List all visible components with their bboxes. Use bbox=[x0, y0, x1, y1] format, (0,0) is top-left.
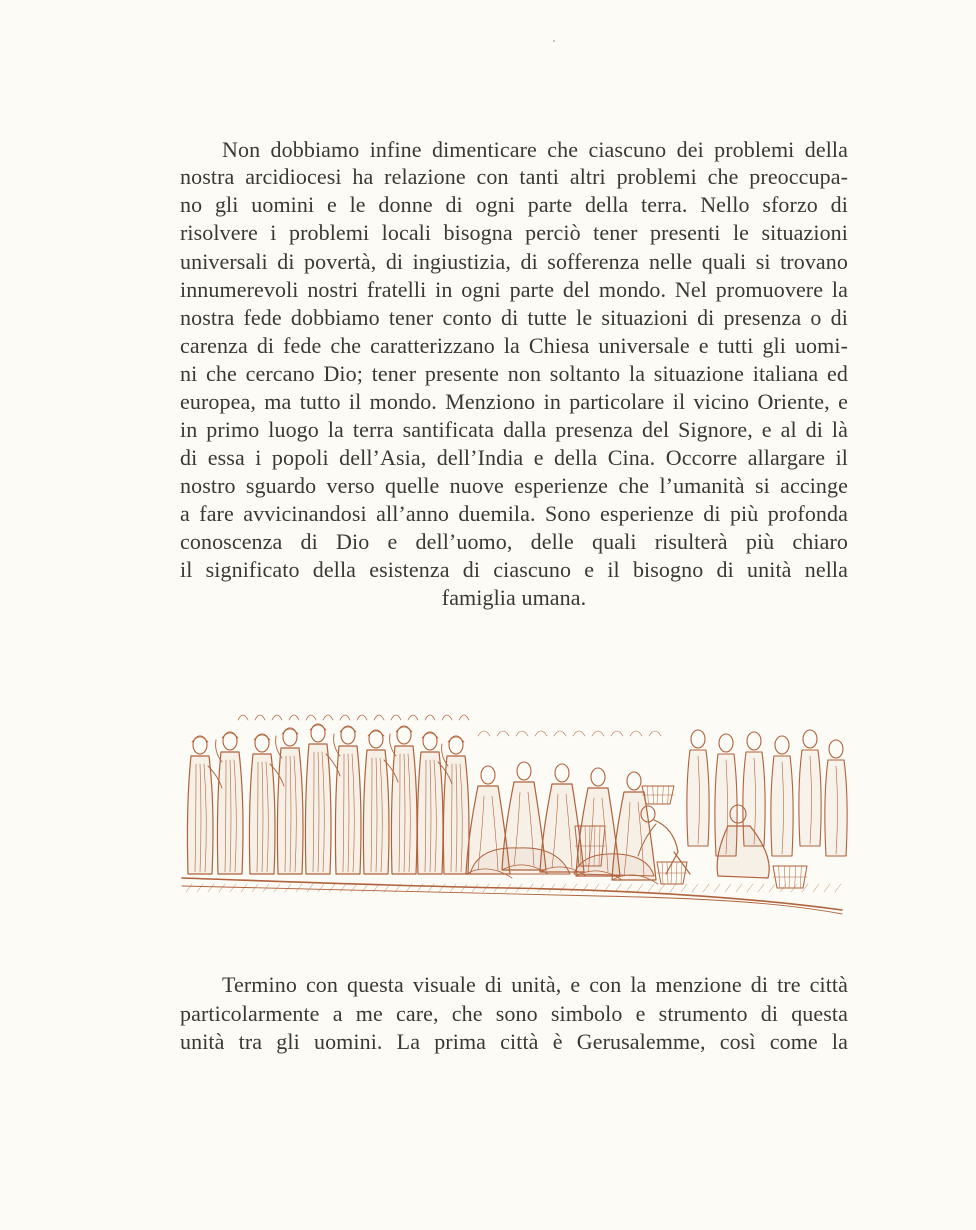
paragraph-line: a fare avvicinandosi all’anno duemila. Sono esperienze di più profonda bbox=[180, 501, 848, 526]
paragraph-line: di essa i popoli dell’Asia, dell’India e della Cina. Occorre allargare il bbox=[180, 445, 848, 470]
paragraph-line: europea, ma tutto il mondo. Menziono in particolare il vicino Oriente, e bbox=[180, 389, 848, 414]
page-speck bbox=[553, 40, 555, 42]
paragraph-line: il significato della esistenza di ciascuno e il bisogno di unità nella bbox=[180, 557, 848, 582]
paragraph-line: no gli uomini e le donne di ogni parte della terra. Nello sforzo di bbox=[180, 192, 848, 217]
paragraph-line: Non dobbiamo infine dimenticare che ciascuno dei problemi della bbox=[222, 137, 848, 162]
paragraph-line: innumerevoli nostri fratelli in ogni parte del mondo. Nel promuovere la bbox=[180, 277, 848, 302]
paragraph-line: particolarmente a me care, che sono simbolo e strumento di questa bbox=[180, 1001, 848, 1026]
paragraph-line: carenza di fede che caratterizzano la Chiesa universale e tutti gli uomi- bbox=[180, 333, 848, 358]
relief-frieze-drawing bbox=[178, 706, 848, 916]
paragraph-line: unità tra gli uomini. La prima città è Gerusalemme, così come la bbox=[180, 1029, 848, 1054]
paragraph-line: nostra arcidiocesi ha relazione con tanti altri problemi che preoccupa- bbox=[180, 164, 848, 189]
paragraph-line: Termino con questa visuale di unità, e con la menzione di tre città bbox=[222, 972, 848, 997]
paragraph-line: conoscenza di Dio e dell’uomo, delle quali risulterà più chiaro bbox=[180, 529, 848, 554]
paragraph-line: in primo luogo la terra santificata dalla presenza del Signore, e al di là bbox=[180, 417, 848, 442]
relief-illustration bbox=[178, 706, 848, 916]
paragraph-line: nostra fede dobbiamo tener conto di tutte le situazioni di presenza o di bbox=[180, 305, 848, 330]
paragraph-line: risolvere i problemi locali bisogna perciò tener presenti le situazioni bbox=[180, 220, 848, 245]
paragraph-line: ni che cercano Dio; tener presente non soltanto la situazione italiana ed bbox=[180, 361, 848, 386]
paragraph-last-line: famiglia umana. bbox=[441, 585, 587, 610]
paragraph-line: nostro sguardo verso quelle nuove esperienze che l’umanità si accinge bbox=[180, 473, 848, 498]
paragraph-line: universali di povertà, di ingiustizia, di sofferenza nelle quali si trovano bbox=[180, 249, 848, 274]
